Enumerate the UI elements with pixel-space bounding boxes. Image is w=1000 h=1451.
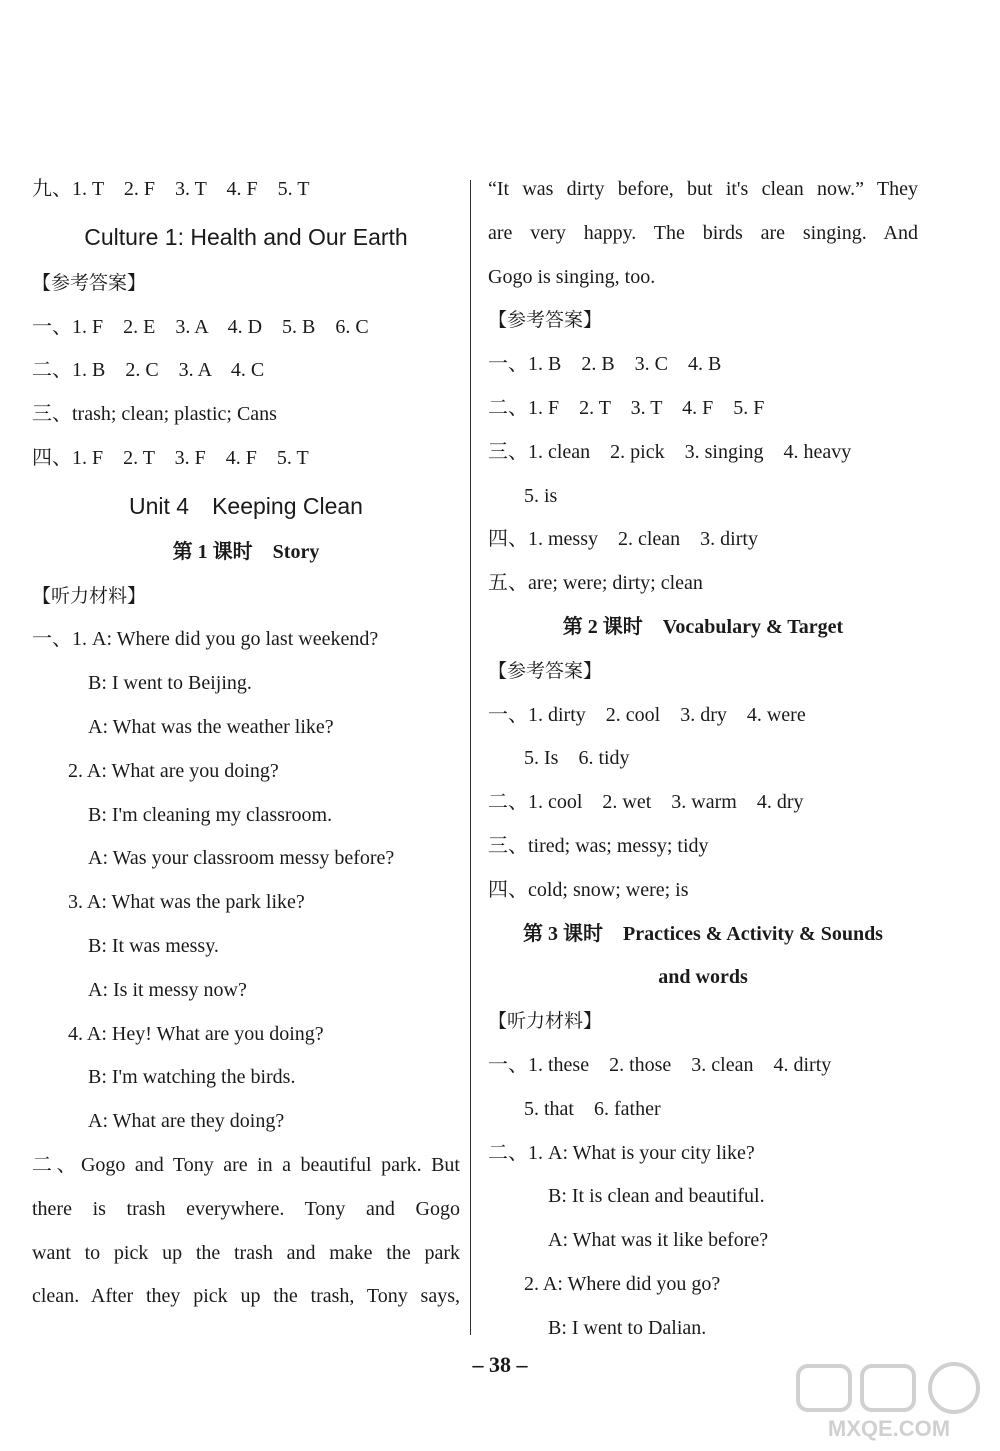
passage-line: clean. After they pick up the trash, Tony says, — [32, 1285, 460, 1308]
dialogue-line: B: I went to Dalian. — [548, 1316, 707, 1339]
lesson-heading: 第 3 课时 Practices & Activity & Sounds — [523, 922, 883, 945]
dialogue-line: B: I'm cleaning my classroom. — [88, 803, 333, 826]
watermark-text: MXQE.COM — [827, 1416, 951, 1441]
passage-line: are very happy. The birds are singing. And — [488, 221, 918, 244]
dialogue-line: 二、1. A: What is your city like? — [488, 1141, 755, 1164]
dialogue-line: 4. A: Hey! What are you doing? — [68, 1022, 324, 1045]
answer-line: 一、1. F 2. E 3. A 4. D 5. B 6. C — [32, 315, 369, 338]
lesson-heading: 第 1 课时 Story — [172, 540, 320, 563]
dialogue-line: B: I went to Beijing. — [88, 672, 252, 695]
answer-line: 5. that 6. father — [524, 1097, 661, 1120]
dialogue-line: A: Is it messy now? — [88, 978, 247, 1001]
dialogue-line: A: What was the weather like? — [88, 715, 334, 738]
answer-line: 三、1. clean 2. pick 3. singing 4. heavy — [488, 440, 852, 463]
dialogue-line: 2. A: What are you doing? — [68, 759, 279, 782]
unit-heading: Unit 4 Keeping Clean — [129, 492, 363, 519]
dialogue-line: A: Was your classroom messy before? — [88, 847, 395, 870]
dialogue-line: 3. A: What was the park like? — [68, 891, 305, 914]
dialogue-line: 一、1. A: Where did you go last weekend? — [32, 628, 379, 651]
column-divider — [470, 180, 471, 1335]
answer-line: 一、1. dirty 2. cool 3. dry 4. were — [488, 703, 806, 726]
answer-line: 三、trash; clean; plastic; Cans — [32, 403, 277, 426]
lesson-heading-continued: and words — [658, 966, 748, 989]
answer-line: 二、1. cool 2. wet 3. warm 4. dry — [488, 791, 804, 814]
dialogue-line: 2. A: Where did you go? — [524, 1272, 721, 1295]
passage-line: want to pick up the trash and make the park — [32, 1241, 460, 1264]
answer-line: 四、cold; snow; were; is — [488, 878, 689, 901]
watermark-logo-icon — [794, 1362, 984, 1442]
passage-line: 二、Gogo and Tony are in a beautiful park. But — [32, 1153, 460, 1176]
lesson-heading: 第 2 课时 Vocabulary & Target — [562, 615, 844, 638]
passage-line: Gogo is singing, too. — [488, 265, 656, 288]
answer-line: 四、1. messy 2. clean 3. dirty — [488, 528, 758, 551]
answer-line: 5. Is 6. tidy — [524, 747, 630, 770]
answer-line: 二、1. B 2. C 3. A 4. C — [32, 359, 265, 382]
right-column — [488, 168, 918, 1351]
section-label: 【参考答案】 — [488, 309, 603, 332]
answer-line: 一、1. B 2. B 3. C 4. B — [488, 353, 722, 376]
answer-line: 四、1. F 2. T 3. F 4. F 5. T — [32, 446, 309, 469]
passage-line: there is trash everywhere. Tony and Gogo — [32, 1197, 460, 1220]
dialogue-line: A: What was it like before? — [548, 1229, 769, 1252]
answer-line: 三、tired; was; messy; tidy — [488, 834, 709, 857]
answer-line: 5. is — [524, 484, 558, 507]
answer-line: 五、are; were; dirty; clean — [488, 572, 703, 595]
answer-line: 一、1. these 2. those 3. clean 4. dirty — [488, 1053, 832, 1076]
section-label: 【参考答案】 — [32, 271, 147, 294]
section-label: 【听力材料】 — [32, 584, 147, 607]
page-number: – 38 – — [472, 1352, 528, 1377]
section-label: 【参考答案】 — [488, 659, 603, 682]
answer-line: 二、1. F 2. T 3. T 4. F 5. F — [488, 396, 765, 419]
culture-heading: Culture 1: Health and Our Earth — [84, 223, 408, 250]
answer-line: 九、1. T 2. F 3. T 4. F 5. T — [32, 178, 310, 200]
dialogue-line: B: It was messy. — [88, 934, 219, 957]
dialogue-line: A: What are they doing? — [88, 1110, 285, 1133]
passage-line: “It was dirty before, but it's clean now.” They — [488, 178, 918, 200]
section-label: 【听力材料】 — [488, 1010, 603, 1033]
left-column — [32, 168, 460, 1319]
dialogue-line: B: It is clean and beautiful. — [548, 1185, 765, 1208]
dialogue-line: B: I'm watching the birds. — [88, 1066, 296, 1089]
